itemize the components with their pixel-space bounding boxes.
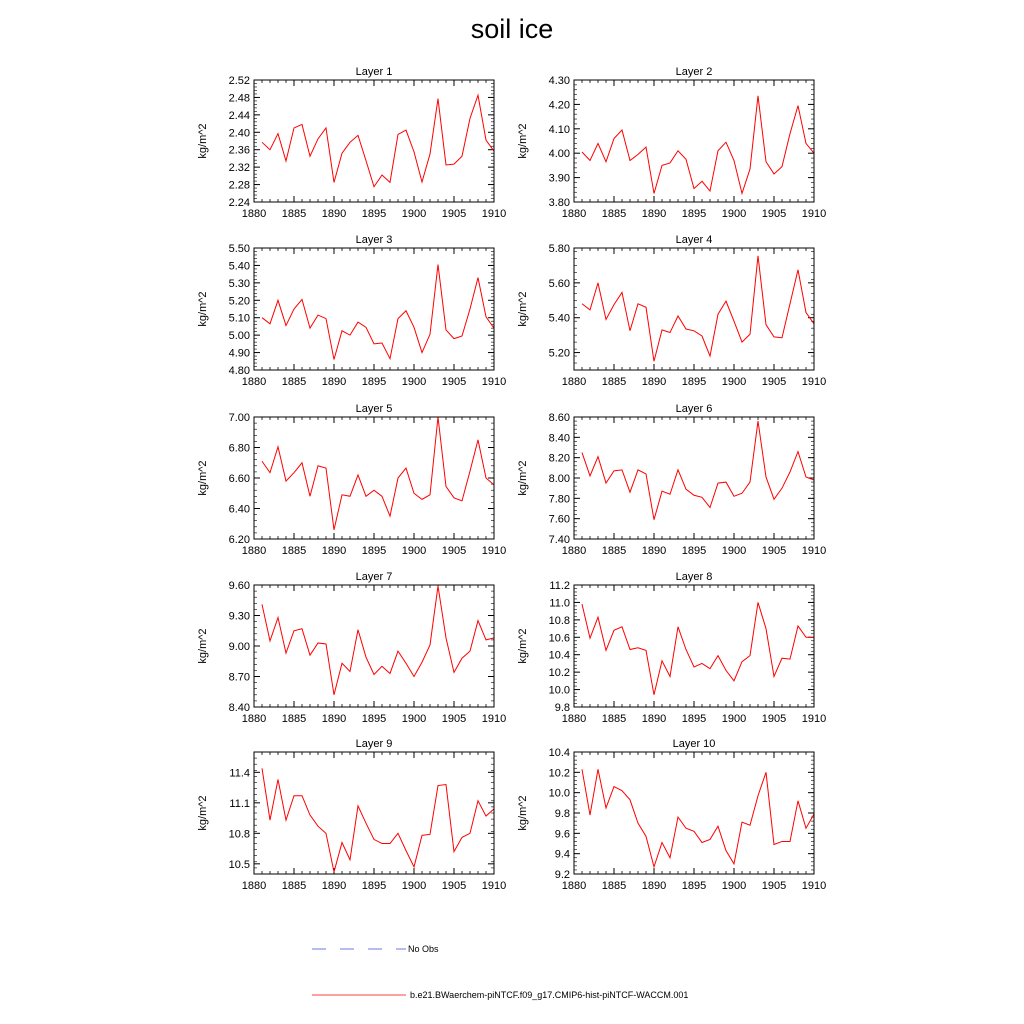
series-line — [262, 417, 494, 530]
x-tick-label: 1900 — [401, 880, 427, 892]
y-axis-label: kg/m^2 — [517, 460, 529, 496]
y-tick-label: 2.40 — [228, 127, 250, 140]
x-tick-label: 1895 — [681, 545, 707, 557]
x-tick-label: 1885 — [281, 545, 307, 557]
panel-frame — [254, 585, 494, 707]
y-tick-label: 10.0 — [548, 787, 570, 800]
x-tick-label: 1880 — [561, 208, 587, 220]
legend — [312, 944, 688, 1000]
y-tick-label: 4.90 — [228, 347, 250, 360]
x-tick-label: 1900 — [401, 208, 427, 220]
y-tick-label: 8.40 — [548, 432, 570, 445]
y-tick-label: 9.2 — [554, 869, 570, 881]
y-axis-label: kg/m^2 — [517, 628, 529, 664]
x-tick-label: 1910 — [481, 208, 507, 220]
x-tick-label: 1890 — [641, 880, 667, 892]
x-tick-label: 1880 — [561, 376, 587, 388]
x-tick-label: 1885 — [281, 208, 307, 220]
panel-title: Layer 2 — [675, 66, 713, 78]
y-axis-label: kg/m^2 — [517, 291, 529, 327]
y-axis-label: kg/m^2 — [197, 460, 209, 496]
x-tick-label: 1900 — [721, 880, 747, 892]
x-tick-label: 1890 — [321, 376, 347, 388]
x-tick-label: 1910 — [801, 545, 827, 557]
y-tick-label: 6.20 — [228, 534, 250, 546]
y-axis-label: kg/m^2 — [197, 123, 209, 159]
y-tick-label: 5.40 — [228, 260, 250, 273]
panel-title: Layer 7 — [355, 571, 393, 583]
y-tick-label: 10.2 — [548, 667, 570, 680]
y-axis-label: kg/m^2 — [517, 123, 529, 159]
x-tick-label: 1910 — [481, 713, 507, 725]
x-tick-label: 1905 — [761, 376, 787, 388]
x-tick-label: 1890 — [641, 713, 667, 725]
panel-frame — [574, 417, 814, 539]
y-tick-label: 2.52 — [228, 75, 250, 87]
panel-title: Layer 6 — [675, 403, 713, 415]
y-axis-label: kg/m^2 — [517, 795, 529, 831]
y-tick-label: 4.80 — [228, 365, 250, 377]
series-line — [582, 421, 814, 520]
y-tick-label: 4.20 — [548, 99, 570, 112]
panel-layer-6 — [517, 403, 826, 557]
panel-layer-10 — [517, 738, 826, 892]
y-tick-label: 2.28 — [228, 179, 250, 192]
y-tick-label: 5.20 — [228, 295, 250, 308]
x-tick-label: 1905 — [761, 713, 787, 725]
y-tick-label: 11.1 — [229, 797, 250, 810]
y-tick-label: 5.30 — [228, 277, 250, 290]
panel-frame — [574, 248, 814, 370]
x-tick-label: 1880 — [561, 880, 587, 892]
y-tick-label: 7.40 — [548, 534, 570, 546]
x-tick-label: 1910 — [801, 376, 827, 388]
y-tick-label: 5.00 — [228, 330, 250, 343]
panel-frame — [574, 80, 814, 202]
x-tick-label: 1910 — [481, 545, 507, 557]
x-tick-label: 1880 — [241, 376, 267, 388]
y-axis-label: kg/m^2 — [197, 628, 209, 664]
x-tick-label: 1890 — [641, 376, 667, 388]
y-tick-label: 2.32 — [228, 162, 250, 175]
y-tick-label: 9.8 — [554, 808, 570, 820]
panel-layer-5 — [197, 403, 506, 557]
y-tick-label: 4.10 — [548, 123, 570, 136]
panel-title: Layer 3 — [355, 234, 393, 246]
y-tick-label: 2.44 — [228, 109, 250, 122]
x-tick-label: 1900 — [401, 713, 427, 725]
panel-layer-8 — [517, 571, 826, 725]
panel-frame — [254, 80, 494, 202]
panel-layer-3 — [197, 234, 506, 388]
series-line — [262, 586, 494, 695]
x-tick-label: 1905 — [441, 208, 467, 220]
x-tick-label: 1890 — [321, 545, 347, 557]
y-tick-label: 8.70 — [228, 671, 250, 684]
x-tick-label: 1890 — [321, 208, 347, 220]
panel-title: Layer 10 — [672, 738, 716, 750]
x-tick-label: 1905 — [441, 880, 467, 892]
x-tick-label: 1895 — [681, 376, 707, 388]
panel-layer-4 — [517, 234, 826, 388]
y-tick-label: 10.0 — [548, 684, 570, 697]
x-tick-label: 1885 — [601, 545, 627, 557]
y-tick-label: 6.60 — [228, 473, 250, 485]
y-tick-label: 7.60 — [548, 513, 570, 526]
panel-frame — [254, 248, 494, 370]
y-tick-label: 8.60 — [548, 412, 570, 424]
panel-frame — [254, 417, 494, 539]
x-tick-label: 1885 — [601, 376, 627, 388]
x-tick-label: 1900 — [721, 376, 747, 388]
panel-frame — [574, 585, 814, 707]
x-tick-label: 1880 — [241, 880, 267, 892]
y-tick-label: 9.60 — [228, 580, 250, 592]
legend-label-model: b.e21.BWaerchem-piNTCF.f09_g17.CMIP6-hist-piNTCF-WACCM.001 — [410, 990, 689, 1000]
y-tick-label: 2.48 — [228, 92, 250, 105]
x-tick-label: 1880 — [241, 545, 267, 557]
x-tick-label: 1895 — [681, 880, 707, 892]
x-tick-label: 1910 — [801, 880, 827, 892]
x-tick-label: 1905 — [761, 545, 787, 557]
x-tick-label: 1895 — [361, 545, 387, 557]
y-axis-label: kg/m^2 — [197, 291, 209, 327]
y-tick-label: 8.00 — [548, 473, 570, 485]
y-tick-label: 4.30 — [548, 75, 570, 87]
y-tick-label: 11.4 — [229, 767, 250, 780]
x-tick-label: 1880 — [561, 545, 587, 557]
panel-frame — [254, 752, 494, 874]
series-line — [262, 265, 494, 360]
y-tick-label: 10.5 — [228, 858, 250, 871]
x-tick-label: 1885 — [601, 713, 627, 725]
x-tick-label: 1895 — [361, 713, 387, 725]
y-tick-label: 8.40 — [228, 702, 250, 714]
y-tick-label: 5.80 — [548, 243, 570, 255]
x-tick-label: 1885 — [601, 880, 627, 892]
y-tick-label: 9.30 — [228, 610, 250, 623]
y-tick-label: 5.40 — [548, 312, 570, 325]
x-tick-label: 1890 — [321, 713, 347, 725]
y-tick-label: 3.80 — [548, 197, 570, 209]
y-axis-label: kg/m^2 — [197, 795, 209, 831]
y-tick-label: 11.0 — [549, 597, 570, 610]
y-tick-label: 10.8 — [548, 614, 570, 627]
series-line — [582, 96, 814, 194]
x-tick-label: 1910 — [481, 376, 507, 388]
y-tick-label: 10.2 — [548, 767, 570, 780]
x-tick-label: 1900 — [401, 545, 427, 557]
y-tick-label: 9.6 — [554, 828, 570, 841]
x-tick-label: 1910 — [481, 880, 507, 892]
y-tick-label: 4.00 — [548, 148, 570, 161]
y-tick-label: 10.6 — [548, 632, 570, 645]
x-tick-label: 1905 — [761, 880, 787, 892]
y-tick-label: 5.10 — [228, 312, 250, 325]
panel-title: Layer 9 — [355, 738, 393, 750]
x-tick-label: 1895 — [361, 880, 387, 892]
panel-title: Layer 1 — [355, 66, 393, 78]
series-line — [582, 256, 814, 361]
panel-frame — [574, 752, 814, 874]
x-tick-label: 1895 — [681, 713, 707, 725]
series-line — [582, 602, 814, 694]
x-tick-label: 1885 — [281, 713, 307, 725]
x-tick-label: 1880 — [241, 713, 267, 725]
x-tick-label: 1910 — [801, 208, 827, 220]
panel-layer-1 — [197, 66, 506, 220]
y-tick-label: 7.00 — [228, 412, 250, 424]
panel-layer-7 — [197, 571, 506, 725]
y-tick-label: 8.20 — [548, 452, 570, 465]
x-tick-label: 1890 — [641, 545, 667, 557]
x-tick-label: 1895 — [681, 208, 707, 220]
y-tick-label: 5.50 — [228, 243, 250, 255]
series-line — [262, 768, 494, 872]
panel-layer-9 — [197, 738, 506, 892]
panel-title: Layer 5 — [355, 403, 393, 415]
series-line — [262, 95, 494, 187]
x-tick-label: 1910 — [801, 713, 827, 725]
x-tick-label: 1905 — [441, 713, 467, 725]
x-tick-label: 1905 — [761, 208, 787, 220]
x-tick-label: 1885 — [281, 880, 307, 892]
y-tick-label: 10.4 — [548, 747, 570, 759]
y-tick-label: 9.4 — [554, 848, 570, 861]
y-tick-label: 9.8 — [554, 702, 570, 714]
x-tick-label: 1885 — [281, 376, 307, 388]
y-tick-label: 6.40 — [228, 503, 250, 516]
x-tick-label: 1895 — [361, 376, 387, 388]
x-tick-label: 1900 — [721, 713, 747, 725]
x-tick-label: 1900 — [721, 208, 747, 220]
y-tick-label: 2.24 — [228, 197, 250, 209]
y-tick-label: 9.00 — [228, 641, 250, 653]
y-tick-label: 5.20 — [548, 347, 570, 360]
x-tick-label: 1895 — [361, 208, 387, 220]
y-tick-label: 11.2 — [549, 580, 570, 592]
figure-title: soil ice — [470, 14, 554, 44]
y-tick-label: 5.60 — [548, 277, 570, 290]
y-tick-label: 2.36 — [228, 144, 250, 157]
y-tick-label: 10.4 — [548, 649, 570, 662]
y-tick-label: 10.8 — [228, 828, 250, 841]
panel-title: Layer 8 — [675, 571, 713, 583]
x-tick-label: 1880 — [241, 208, 267, 220]
x-tick-label: 1885 — [601, 208, 627, 220]
y-tick-label: 3.90 — [548, 172, 570, 185]
x-tick-label: 1890 — [321, 880, 347, 892]
x-tick-label: 1900 — [721, 545, 747, 557]
x-tick-label: 1905 — [441, 545, 467, 557]
panel-layer-2 — [517, 66, 826, 220]
panel-title: Layer 4 — [675, 234, 713, 246]
y-tick-label: 6.80 — [228, 442, 250, 455]
x-tick-label: 1900 — [401, 376, 427, 388]
legend-label-no-obs: No Obs — [408, 944, 439, 954]
x-tick-label: 1905 — [441, 376, 467, 388]
series-line — [582, 769, 814, 867]
x-tick-label: 1890 — [641, 208, 667, 220]
y-tick-label: 7.80 — [548, 493, 570, 506]
x-tick-label: 1880 — [561, 713, 587, 725]
